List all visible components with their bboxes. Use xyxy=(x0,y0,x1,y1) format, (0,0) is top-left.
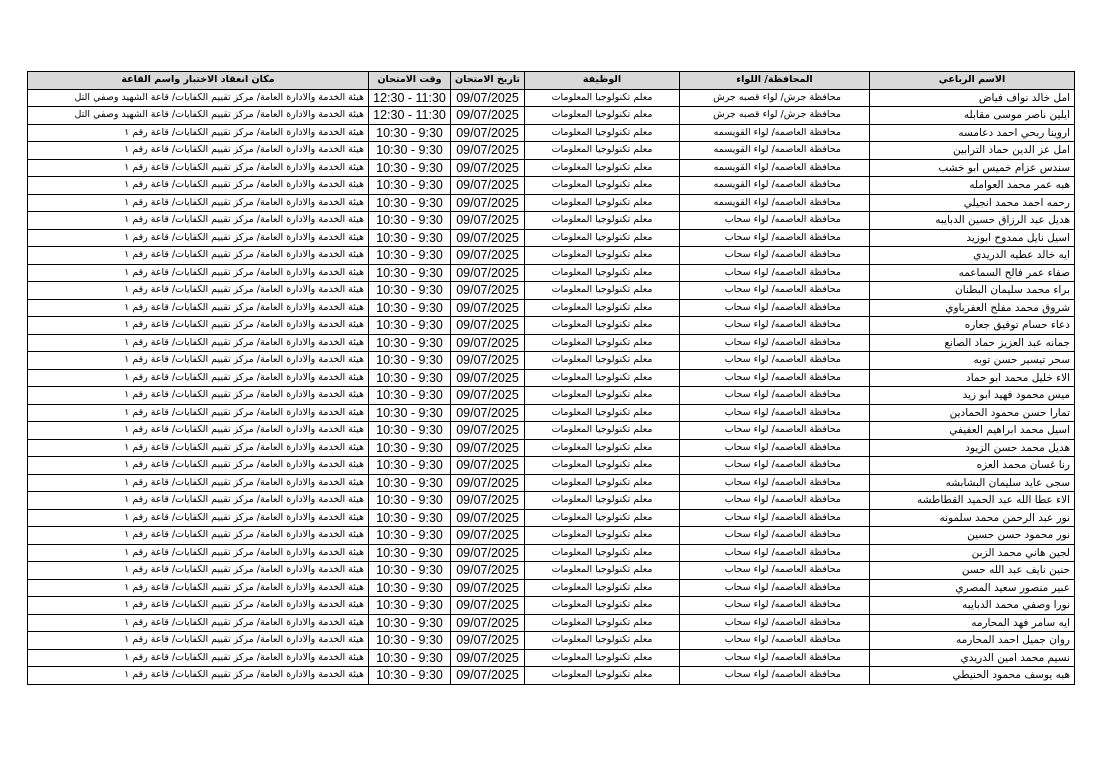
cell-job: معلم تكنولوجيا المعلومات xyxy=(525,614,680,632)
cell-date: 09/07/2025 xyxy=(451,492,525,510)
cell-name: ايه خالد عطيه الدريدي xyxy=(870,247,1075,265)
cell-job: معلم تكنولوجيا المعلومات xyxy=(525,422,680,440)
cell-name: ايه سامر فهد المحارمه xyxy=(870,614,1075,632)
cell-date: 09/07/2025 xyxy=(451,334,525,352)
table-row xyxy=(28,404,1075,422)
cell-job: معلم تكنولوجيا المعلومات xyxy=(525,474,680,492)
cell-job: معلم تكنولوجيا المعلومات xyxy=(525,457,680,475)
cell-place: هيئة الخدمة والادارة العامة/ مركز تقييم الكفايات/ قاعة رقم ١ xyxy=(28,369,369,387)
table-row xyxy=(28,352,1075,370)
cell-job: معلم تكنولوجيا المعلومات xyxy=(525,229,680,247)
cell-date: 09/07/2025 xyxy=(451,457,525,475)
cell-governorate: محافظة العاصمه/ لواء سحاب xyxy=(680,474,870,492)
cell-time: 10:30 - 9:30 xyxy=(369,387,451,405)
exam-schedule-table xyxy=(27,71,1075,685)
table-row xyxy=(28,177,1075,195)
cell-name: نورا وصفي محمد الدبايبه xyxy=(870,597,1075,615)
cell-time: 10:30 - 9:30 xyxy=(369,562,451,580)
cell-time: 10:30 - 9:30 xyxy=(369,194,451,212)
cell-governorate: محافظة العاصمه/ لواء سحاب xyxy=(680,632,870,650)
header-place: مكان انعقاد الاختبار واسم القاعة xyxy=(28,72,369,90)
cell-governorate: محافظة العاصمه/ لواء سحاب xyxy=(680,509,870,527)
cell-name: امل عز الدين حماد الترابين xyxy=(870,142,1075,160)
cell-date: 09/07/2025 xyxy=(451,369,525,387)
cell-name: عبير منصور سعيد المصري xyxy=(870,579,1075,597)
table-row xyxy=(28,369,1075,387)
table-row xyxy=(28,509,1075,527)
cell-date: 09/07/2025 xyxy=(451,387,525,405)
table-row xyxy=(28,667,1075,685)
table-row xyxy=(28,264,1075,282)
cell-date: 09/07/2025 xyxy=(451,317,525,335)
cell-governorate: محافظة جرش/ لواء قصبه جرش xyxy=(680,89,870,107)
cell-time: 10:30 - 9:30 xyxy=(369,352,451,370)
table-row xyxy=(28,247,1075,265)
cell-governorate: محافظة العاصمه/ لواء سحاب xyxy=(680,649,870,667)
cell-date: 09/07/2025 xyxy=(451,527,525,545)
cell-time: 10:30 - 9:30 xyxy=(369,264,451,282)
cell-job: معلم تكنولوجيا المعلومات xyxy=(525,317,680,335)
table-row xyxy=(28,194,1075,212)
cell-date: 09/07/2025 xyxy=(451,107,525,125)
cell-date: 09/07/2025 xyxy=(451,352,525,370)
cell-governorate: محافظة العاصمه/ لواء سحاب xyxy=(680,317,870,335)
cell-date: 09/07/2025 xyxy=(451,194,525,212)
cell-name: جمانه عبد العزيز حماد الصانع xyxy=(870,334,1075,352)
cell-governorate: محافظة العاصمه/ لواء سحاب xyxy=(680,544,870,562)
cell-job: معلم تكنولوجيا المعلومات xyxy=(525,194,680,212)
cell-date: 09/07/2025 xyxy=(451,264,525,282)
cell-time: 10:30 - 9:30 xyxy=(369,369,451,387)
cell-time: 10:30 - 9:30 xyxy=(369,317,451,335)
cell-name: ميس محمود فهيد ابو زيد xyxy=(870,387,1075,405)
cell-job: معلم تكنولوجيا المعلومات xyxy=(525,282,680,300)
cell-name: هبه عمر محمد العوامله xyxy=(870,177,1075,195)
cell-date: 09/07/2025 xyxy=(451,299,525,317)
cell-name: سحر تيسير حسن توبه xyxy=(870,352,1075,370)
cell-name: روان جميل احمد المحارمه xyxy=(870,632,1075,650)
cell-date: 09/07/2025 xyxy=(451,89,525,107)
cell-time: 10:30 - 9:30 xyxy=(369,492,451,510)
table-row xyxy=(28,527,1075,545)
cell-place: هيئة الخدمة والادارة العامة/ مركز تقييم الكفايات/ قاعة رقم ١ xyxy=(28,159,369,177)
cell-name: شروق محمد مفلح العفرباوي xyxy=(870,299,1075,317)
cell-place: هيئة الخدمة والادارة العامة/ مركز تقييم الكفايات/ قاعة رقم ١ xyxy=(28,194,369,212)
cell-time: 10:30 - 9:30 xyxy=(369,597,451,615)
table-row xyxy=(28,544,1075,562)
cell-date: 09/07/2025 xyxy=(451,544,525,562)
cell-place: هيئة الخدمة والادارة العامة/ مركز تقييم الكفايات/ قاعة رقم ١ xyxy=(28,142,369,160)
cell-place: هيئة الخدمة والادارة العامة/ مركز تقييم الكفايات/ قاعة الشهيد وصفي التل xyxy=(28,89,369,107)
cell-date: 09/07/2025 xyxy=(451,282,525,300)
cell-date: 09/07/2025 xyxy=(451,422,525,440)
table-row xyxy=(28,229,1075,247)
cell-name: ايلين ناصر موسى مقابله xyxy=(870,107,1075,125)
cell-place: هيئة الخدمة والادارة العامة/ مركز تقييم الكفايات/ قاعة رقم ١ xyxy=(28,212,369,230)
header-date: تاريخ الامتحان xyxy=(451,72,525,90)
cell-name: هديل عبد الرزاق حسين الدبايبه xyxy=(870,212,1075,230)
cell-governorate: محافظة العاصمه/ لواء سحاب xyxy=(680,667,870,685)
table-row xyxy=(28,492,1075,510)
cell-governorate: محافظة العاصمه/ لواء سحاب xyxy=(680,579,870,597)
table-row xyxy=(28,334,1075,352)
cell-name: حنين نايف عبد الله حسن xyxy=(870,562,1075,580)
cell-job: معلم تكنولوجيا المعلومات xyxy=(525,404,680,422)
cell-date: 09/07/2025 xyxy=(451,177,525,195)
cell-governorate: محافظة العاصمه/ لواء سحاب xyxy=(680,299,870,317)
cell-place: هيئة الخدمة والادارة العامة/ مركز تقييم الكفايات/ قاعة رقم ١ xyxy=(28,492,369,510)
cell-governorate: محافظة العاصمه/ لواء سحاب xyxy=(680,334,870,352)
cell-place: هيئة الخدمة والادارة العامة/ مركز تقييم الكفايات/ قاعة رقم ١ xyxy=(28,299,369,317)
cell-job: معلم تكنولوجيا المعلومات xyxy=(525,299,680,317)
cell-name: اسيل محمد ابراهيم العفيفي xyxy=(870,422,1075,440)
table-row xyxy=(28,282,1075,300)
table-row xyxy=(28,439,1075,457)
cell-job: معلم تكنولوجيا المعلومات xyxy=(525,579,680,597)
cell-job: معلم تكنولوجيا المعلومات xyxy=(525,89,680,107)
cell-place: هيئة الخدمة والادارة العامة/ مركز تقييم الكفايات/ قاعة رقم ١ xyxy=(28,579,369,597)
cell-time: 10:30 - 9:30 xyxy=(369,124,451,142)
cell-job: معلم تكنولوجيا المعلومات xyxy=(525,667,680,685)
cell-job: معلم تكنولوجيا المعلومات xyxy=(525,527,680,545)
cell-place: هيئة الخدمة والادارة العامة/ مركز تقييم الكفايات/ قاعة رقم ١ xyxy=(28,649,369,667)
cell-time: 10:30 - 9:30 xyxy=(369,632,451,650)
table-row xyxy=(28,422,1075,440)
cell-governorate: محافظة العاصمه/ لواء سحاب xyxy=(680,457,870,475)
cell-job: معلم تكنولوجيا المعلومات xyxy=(525,369,680,387)
cell-job: معلم تكنولوجيا المعلومات xyxy=(525,597,680,615)
table-row xyxy=(28,579,1075,597)
cell-governorate: محافظة العاصمه/ لواء سحاب xyxy=(680,282,870,300)
cell-time: 10:30 - 9:30 xyxy=(369,457,451,475)
cell-name: امل خالد نواف فياض xyxy=(870,89,1075,107)
cell-job: معلم تكنولوجيا المعلومات xyxy=(525,492,680,510)
cell-time: 10:30 - 9:30 xyxy=(369,334,451,352)
table-row xyxy=(28,632,1075,650)
table-row xyxy=(28,107,1075,125)
cell-date: 09/07/2025 xyxy=(451,142,525,160)
cell-place: هيئة الخدمة والادارة العامة/ مركز تقييم الكفايات/ قاعة رقم ١ xyxy=(28,352,369,370)
cell-job: معلم تكنولوجيا المعلومات xyxy=(525,649,680,667)
cell-name: نسيم محمد امين الدريدي xyxy=(870,649,1075,667)
cell-name: دعاء حسام توفيق جعاره xyxy=(870,317,1075,335)
cell-name: هبه يوسف محمود الحنيطي xyxy=(870,667,1075,685)
cell-name: براء محمد سليمان البطنان xyxy=(870,282,1075,300)
cell-time: 10:30 - 9:30 xyxy=(369,474,451,492)
cell-governorate: محافظة العاصمه/ لواء سحاب xyxy=(680,229,870,247)
cell-name: لجين هاني محمد الزبن xyxy=(870,544,1075,562)
cell-job: معلم تكنولوجيا المعلومات xyxy=(525,632,680,650)
cell-date: 09/07/2025 xyxy=(451,509,525,527)
cell-governorate: محافظة العاصمه/ لواء القويسمه xyxy=(680,159,870,177)
cell-place: هيئة الخدمة والادارة العامة/ مركز تقييم الكفايات/ قاعة رقم ١ xyxy=(28,439,369,457)
cell-job: معلم تكنولوجيا المعلومات xyxy=(525,562,680,580)
cell-name: هديل محمد حسن الزيود xyxy=(870,439,1075,457)
cell-name: صفاء عمر فالح السماعمه xyxy=(870,264,1075,282)
cell-governorate: محافظة العاصمه/ لواء سحاب xyxy=(680,369,870,387)
cell-governorate: محافظة العاصمه/ لواء سحاب xyxy=(680,212,870,230)
cell-time: 10:30 - 9:30 xyxy=(369,579,451,597)
cell-name: نور عبد الرحمن محمد سلمونه xyxy=(870,509,1075,527)
cell-place: هيئة الخدمة والادارة العامة/ مركز تقييم الكفايات/ قاعة الشهيد وصفي التل xyxy=(28,107,369,125)
cell-date: 09/07/2025 xyxy=(451,229,525,247)
table-row xyxy=(28,562,1075,580)
cell-job: معلم تكنولوجيا المعلومات xyxy=(525,159,680,177)
cell-governorate: محافظة العاصمه/ لواء سحاب xyxy=(680,614,870,632)
cell-job: معلم تكنولوجيا المعلومات xyxy=(525,439,680,457)
cell-governorate: محافظة العاصمه/ لواء القويسمه xyxy=(680,142,870,160)
cell-place: هيئة الخدمة والادارة العامة/ مركز تقييم الكفايات/ قاعة رقم ١ xyxy=(28,527,369,545)
cell-place: هيئة الخدمة والادارة العامة/ مركز تقييم الكفايات/ قاعة رقم ١ xyxy=(28,562,369,580)
header-job: الوظيفة xyxy=(525,72,680,90)
cell-name: الاء خليل محمد ابو حماد xyxy=(870,369,1075,387)
cell-place: هيئة الخدمة والادارة العامة/ مركز تقييم الكفايات/ قاعة رقم ١ xyxy=(28,229,369,247)
cell-date: 09/07/2025 xyxy=(451,632,525,650)
cell-name: سندس عزام خميس ابو خشب xyxy=(870,159,1075,177)
cell-governorate: محافظة العاصمه/ لواء سحاب xyxy=(680,492,870,510)
cell-place: هيئة الخدمة والادارة العامة/ مركز تقييم الكفايات/ قاعة رقم ١ xyxy=(28,544,369,562)
cell-date: 09/07/2025 xyxy=(451,404,525,422)
cell-time: 10:30 - 9:30 xyxy=(369,649,451,667)
header-time: وقت الامتحان xyxy=(369,72,451,90)
table-row xyxy=(28,474,1075,492)
cell-name: نور محمود حسن حسين xyxy=(870,527,1075,545)
cell-governorate: محافظة العاصمه/ لواء سحاب xyxy=(680,422,870,440)
cell-place: هيئة الخدمة والادارة العامة/ مركز تقييم الكفايات/ قاعة رقم ١ xyxy=(28,509,369,527)
cell-name: رنا غسان محمد العزه xyxy=(870,457,1075,475)
cell-governorate: محافظة العاصمه/ لواء القويسمه xyxy=(680,124,870,142)
cell-place: هيئة الخدمة والادارة العامة/ مركز تقييم الكفايات/ قاعة رقم ١ xyxy=(28,404,369,422)
cell-place: هيئة الخدمة والادارة العامة/ مركز تقييم الكفايات/ قاعة رقم ١ xyxy=(28,387,369,405)
cell-time: 10:30 - 9:30 xyxy=(369,229,451,247)
cell-governorate: محافظة العاصمه/ لواء القويسمه xyxy=(680,177,870,195)
cell-place: هيئة الخدمة والادارة العامة/ مركز تقييم الكفايات/ قاعة رقم ١ xyxy=(28,247,369,265)
cell-name: اروينا ربحي احمد دعامسه xyxy=(870,124,1075,142)
cell-time: 10:30 - 9:30 xyxy=(369,177,451,195)
cell-place: هيئة الخدمة والادارة العامة/ مركز تقييم الكفايات/ قاعة رقم ١ xyxy=(28,632,369,650)
header-name: الاسم الرباعي xyxy=(870,72,1075,90)
table-row xyxy=(28,317,1075,335)
cell-date: 09/07/2025 xyxy=(451,597,525,615)
table-row xyxy=(28,124,1075,142)
cell-time: 10:30 - 9:30 xyxy=(369,439,451,457)
cell-time: 10:30 - 9:30 xyxy=(369,509,451,527)
cell-place: هيئة الخدمة والادارة العامة/ مركز تقييم الكفايات/ قاعة رقم ١ xyxy=(28,422,369,440)
table-body xyxy=(28,89,1075,684)
cell-time: 10:30 - 9:30 xyxy=(369,159,451,177)
cell-job: معلم تكنولوجيا المعلومات xyxy=(525,544,680,562)
cell-date: 09/07/2025 xyxy=(451,614,525,632)
cell-name: الاء عطا الله عبد الحميد القطاطشه xyxy=(870,492,1075,510)
cell-job: معلم تكنولوجيا المعلومات xyxy=(525,509,680,527)
cell-date: 09/07/2025 xyxy=(451,579,525,597)
cell-governorate: محافظة العاصمه/ لواء سحاب xyxy=(680,352,870,370)
cell-time: 10:30 - 9:30 xyxy=(369,299,451,317)
cell-place: هيئة الخدمة والادارة العامة/ مركز تقييم الكفايات/ قاعة رقم ١ xyxy=(28,282,369,300)
cell-place: هيئة الخدمة والادارة العامة/ مركز تقييم الكفايات/ قاعة رقم ١ xyxy=(28,124,369,142)
cell-governorate: محافظة العاصمه/ لواء سحاب xyxy=(680,264,870,282)
table-row xyxy=(28,649,1075,667)
cell-date: 09/07/2025 xyxy=(451,562,525,580)
cell-job: معلم تكنولوجيا المعلومات xyxy=(525,124,680,142)
cell-job: معلم تكنولوجيا المعلومات xyxy=(525,247,680,265)
cell-name: اسيل نايل ممدوح ابوزيد xyxy=(870,229,1075,247)
cell-date: 09/07/2025 xyxy=(451,212,525,230)
table-row xyxy=(28,614,1075,632)
table-row xyxy=(28,457,1075,475)
cell-date: 09/07/2025 xyxy=(451,124,525,142)
table-header-row xyxy=(28,72,1075,90)
cell-place: هيئة الخدمة والادارة العامة/ مركز تقييم الكفايات/ قاعة رقم ١ xyxy=(28,474,369,492)
cell-job: معلم تكنولوجيا المعلومات xyxy=(525,177,680,195)
cell-place: هيئة الخدمة والادارة العامة/ مركز تقييم الكفايات/ قاعة رقم ١ xyxy=(28,614,369,632)
table-row xyxy=(28,212,1075,230)
table-row xyxy=(28,159,1075,177)
cell-place: هيئة الخدمة والادارة العامة/ مركز تقييم الكفايات/ قاعة رقم ١ xyxy=(28,177,369,195)
cell-time: 10:30 - 9:30 xyxy=(369,544,451,562)
cell-name: تمارا حسن محمود الحمادين xyxy=(870,404,1075,422)
cell-governorate: محافظة العاصمه/ لواء سحاب xyxy=(680,387,870,405)
cell-place: هيئة الخدمة والادارة العامة/ مركز تقييم الكفايات/ قاعة رقم ١ xyxy=(28,317,369,335)
cell-governorate: محافظة العاصمه/ لواء سحاب xyxy=(680,597,870,615)
cell-governorate: محافظة العاصمه/ لواء سحاب xyxy=(680,247,870,265)
table-row xyxy=(28,299,1075,317)
cell-job: معلم تكنولوجيا المعلومات xyxy=(525,107,680,125)
cell-date: 09/07/2025 xyxy=(451,649,525,667)
cell-time: 10:30 - 9:30 xyxy=(369,422,451,440)
cell-date: 09/07/2025 xyxy=(451,474,525,492)
table-row xyxy=(28,597,1075,615)
cell-place: هيئة الخدمة والادارة العامة/ مركز تقييم الكفايات/ قاعة رقم ١ xyxy=(28,264,369,282)
cell-governorate: محافظة جرش/ لواء قصبه جرش xyxy=(680,107,870,125)
cell-governorate: محافظة العاصمه/ لواء سحاب xyxy=(680,404,870,422)
cell-time: 12:30 - 11:30 xyxy=(369,89,451,107)
cell-name: سجى عايد سليمان البشابشه xyxy=(870,474,1075,492)
cell-time: 10:30 - 9:30 xyxy=(369,614,451,632)
header-governorate: المحافظة/ اللواء xyxy=(680,72,870,90)
cell-governorate: محافظة العاصمه/ لواء سحاب xyxy=(680,439,870,457)
cell-time: 10:30 - 9:30 xyxy=(369,142,451,160)
cell-governorate: محافظة العاصمه/ لواء سحاب xyxy=(680,527,870,545)
cell-date: 09/07/2025 xyxy=(451,247,525,265)
table-row xyxy=(28,387,1075,405)
cell-time: 10:30 - 9:30 xyxy=(369,212,451,230)
cell-date: 09/07/2025 xyxy=(451,439,525,457)
cell-name: رحمه احمد محمد انجيلي xyxy=(870,194,1075,212)
cell-job: معلم تكنولوجيا المعلومات xyxy=(525,212,680,230)
cell-place: هيئة الخدمة والادارة العامة/ مركز تقييم الكفايات/ قاعة رقم ١ xyxy=(28,334,369,352)
cell-place: هيئة الخدمة والادارة العامة/ مركز تقييم الكفايات/ قاعة رقم ١ xyxy=(28,597,369,615)
cell-time: 10:30 - 9:30 xyxy=(369,247,451,265)
cell-place: هيئة الخدمة والادارة العامة/ مركز تقييم الكفايات/ قاعة رقم ١ xyxy=(28,667,369,685)
cell-date: 09/07/2025 xyxy=(451,159,525,177)
cell-job: معلم تكنولوجيا المعلومات xyxy=(525,264,680,282)
cell-job: معلم تكنولوجيا المعلومات xyxy=(525,334,680,352)
cell-governorate: محافظة العاصمه/ لواء سحاب xyxy=(680,562,870,580)
cell-time: 12:30 - 11:30 xyxy=(369,107,451,125)
cell-date: 09/07/2025 xyxy=(451,667,525,685)
cell-time: 10:30 - 9:30 xyxy=(369,282,451,300)
cell-job: معلم تكنولوجيا المعلومات xyxy=(525,352,680,370)
table-row xyxy=(28,142,1075,160)
cell-governorate: محافظة العاصمه/ لواء القويسمه xyxy=(680,194,870,212)
cell-job: معلم تكنولوجيا المعلومات xyxy=(525,142,680,160)
cell-place: هيئة الخدمة والادارة العامة/ مركز تقييم الكفايات/ قاعة رقم ١ xyxy=(28,457,369,475)
cell-time: 10:30 - 9:30 xyxy=(369,667,451,685)
cell-time: 10:30 - 9:30 xyxy=(369,527,451,545)
cell-time: 10:30 - 9:30 xyxy=(369,404,451,422)
cell-job: معلم تكنولوجيا المعلومات xyxy=(525,387,680,405)
table-row xyxy=(28,89,1075,107)
